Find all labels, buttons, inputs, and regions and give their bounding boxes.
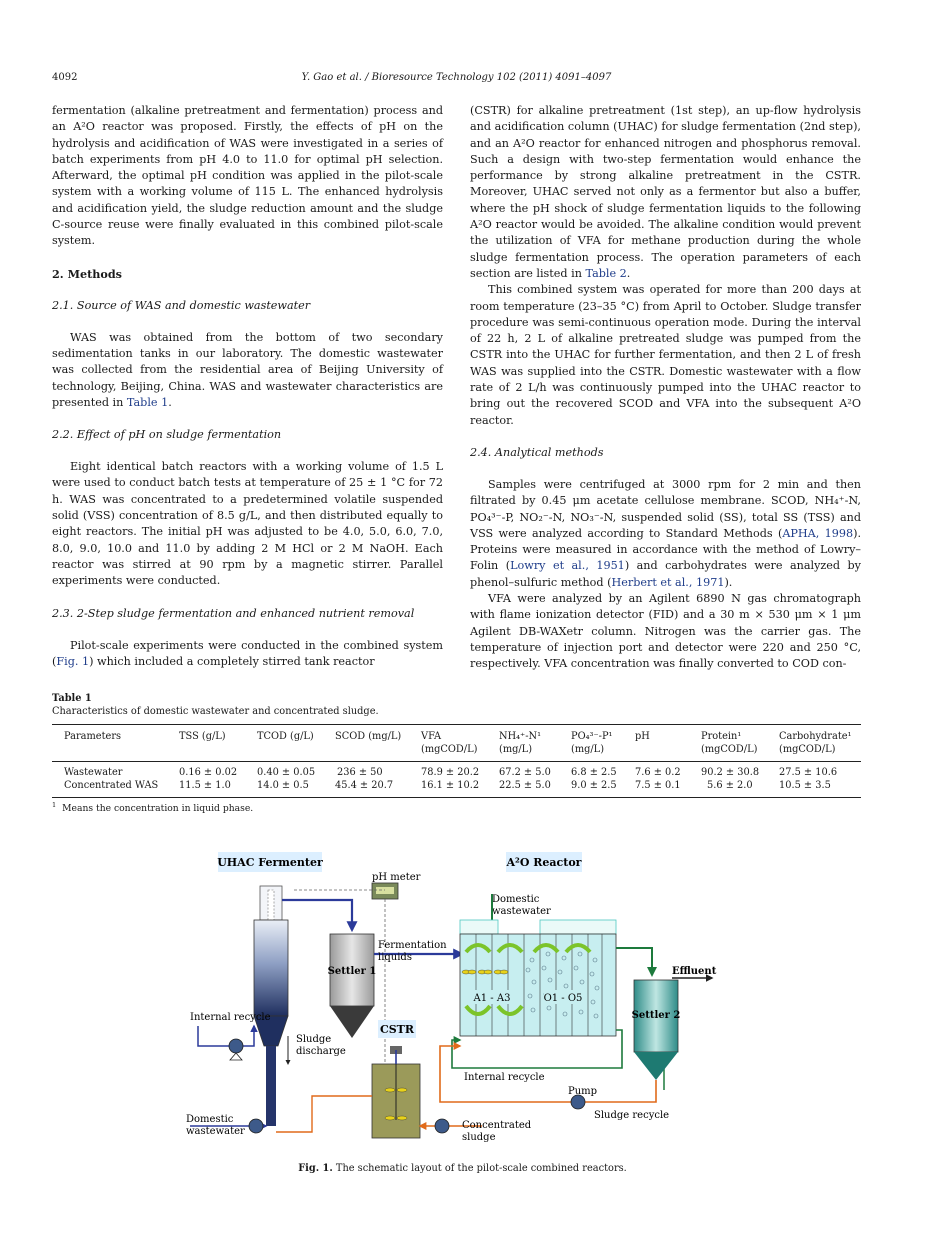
- table-cell: Concentrated WAS: [64, 780, 159, 791]
- running-head: Y. Gao et al. / Bioresource Technology 102 (2011) 4091–4097: [301, 72, 612, 83]
- table-cell: 6.8 ± 2.5: [571, 767, 617, 778]
- table-cell: 16.1 ± 10.2: [421, 780, 480, 791]
- pump-label: Pump: [568, 1086, 598, 1097]
- subsection-heading-2-4: 2.4. Analytical methods: [470, 445, 604, 459]
- table-cell: 67.2 ± 5.0: [499, 767, 551, 778]
- header-cell: Protein¹: [701, 731, 742, 742]
- header-cell-unit: (mgCOD/L): [421, 744, 478, 755]
- header-cell: PO₄³⁻-P¹: [571, 731, 613, 742]
- header-cell: Carbohydrate¹: [779, 731, 852, 742]
- settler-2-cone: [634, 1052, 678, 1080]
- fermentation-liquids-label-2: liquids: [378, 952, 412, 963]
- uhac-inner-tube: [268, 890, 274, 920]
- ph-meter-label: pH meter: [372, 872, 421, 883]
- header-cell-unit: (mgCOD/L): [701, 744, 758, 755]
- fermentation-liquids-label-1: Fermentation: [378, 940, 447, 951]
- page-number: 4092: [52, 72, 78, 83]
- apha-ref-link[interactable]: APHA, 1998: [782, 526, 854, 540]
- domestic-ww-top-label-2: wastewater: [492, 906, 551, 917]
- effluent-label: Effluent: [672, 966, 717, 977]
- domestic-ww-top-label-1: Domestic: [492, 894, 540, 905]
- table-footnote: $^1$ Means the concentration in liquid phase.: [52, 800, 254, 814]
- section-heading-methods: 2. Methods: [52, 266, 122, 281]
- table-cell: 11.5 ± 1.0: [179, 780, 231, 791]
- a2o-headspace-anoxic: [460, 920, 498, 934]
- table-cell: 90.2 ± 30.8: [701, 767, 760, 778]
- a2o-title: A²O Reactor: [506, 856, 582, 869]
- table-1: [52, 692, 861, 815]
- intro-paragraph-end: fermentation (alkaline pretreatment and fermentation) process and an A²O reactor was proposed. Firstly, the effects of pH on the hydrolysis and acidification of WAS were investigated in a series of batch experiments from pH 4.0 to 11.0 for optimal pH selection. Afterward, the optimal pH condition was applied in the pilot-scale system with a working volume of 115 L. The enhanced hydrolysis and acidification yield, the sludge reduction amount and the sludge C-source reuse were finally evaluated in this combined pilot-scale system.: [52, 104, 443, 248]
- table-cell: 0.40 ± 0.05: [257, 767, 316, 778]
- concentrated-sludge-label-2: sludge: [462, 1132, 496, 1143]
- paragraph-2-3: Pilot-scale experiments were conducted in the combined system (Fig. 1) which included a completely stirred tank reactor: [52, 638, 443, 668]
- table-cell: 5.6 ± 2.0: [707, 780, 753, 791]
- cstr-to-uhac-flow: [276, 1096, 372, 1132]
- pump-stand-icon: [230, 1053, 242, 1060]
- sludge-discharge-label-2: discharge: [296, 1046, 346, 1057]
- o1-o5-label: O1 - O5: [543, 993, 583, 1004]
- header-cell-unit: (mg/L): [571, 744, 605, 755]
- figure-caption: Fig. 1. The schematic layout of the pilot-scale combined reactors.: [298, 1163, 627, 1174]
- paragraph-2-1: WAS was obtained from the bottom of two secondary sedimentation tanks in our laboratory. The domestic wastewater was collected from the residential area of Beijing University of technology, Beijing, China. WAS and wastewater characteristics are presented in Table 1.: [52, 330, 443, 409]
- subsection-heading-2-1: 2.1. Source of WAS and domestic wastewater: [52, 298, 311, 312]
- header-cell: VFA: [421, 731, 442, 742]
- settler-2-label: Settler 2: [631, 1010, 681, 1021]
- a1-a3-label: A1 - A3: [473, 993, 511, 1004]
- header-cell: pH: [635, 731, 650, 742]
- table-cell: 0.16 ± 0.02: [179, 767, 238, 778]
- uhac-title: UHAC Fermenter: [217, 856, 323, 869]
- sludge-recycle-pump-icon: [571, 1095, 585, 1109]
- header-cell: SCOD (mg/L): [335, 731, 402, 742]
- herbert-ref-link[interactable]: Herbert et al., 1971: [611, 575, 725, 589]
- table-cell: 78.9 ± 20.2: [421, 767, 480, 778]
- uhac-column: [254, 920, 288, 1016]
- table-caption: Characteristics of domestic wastewater and concentrated sludge.: [52, 706, 379, 717]
- settler-1-label: Settler 1: [327, 966, 377, 977]
- table-cell: 22.5 ± 5.0: [499, 780, 551, 791]
- a2o-to-settler2-flow: [616, 948, 652, 975]
- internal-recycle-left-flow: [198, 1026, 254, 1046]
- reactor-schematic: [182, 850, 747, 1150]
- domestic-ww-pump-icon: [249, 1119, 263, 1133]
- table-cell: 7.5 ± 0.1: [635, 780, 681, 791]
- sludge-recycle-label: Sludge recycle: [594, 1110, 670, 1121]
- right-column: [470, 103, 861, 673]
- domestic-ww-bottom-label-2: wastewater: [186, 1126, 245, 1137]
- paragraph-2-3-cont: (CSTR) for alkaline pretreatment (1st step), an up-flow hydrolysis and acidification column (UHAC) for sludge fermentation (2nd step), and an A²O reactor for enhanced nitrogen and phosphorus removal. Such a design with two-step fermentation would enhance the performance by strong alkaline pretreatment in the CSTR. Moreover, UHAC served not only as a fermentor but also a buffer, where the pH shock of sludge fermentation liquids to the following A²O reactor would be avoided. The alkaline condition would prevent the utilization of VFA for methane production during the whole sludge fermentation process. The operation parameters of each section are listed in Table 2.: [470, 104, 861, 280]
- figure-caption-label: Fig. 1.: [298, 1163, 333, 1174]
- paragraph-2-4: Samples were centrifuged at 3000 rpm for 2 min and then filtrated by 0.45 μm acetate cellulose membrane. SCOD, NH₄⁺-N, PO₄³⁻-P, NO₂⁻-N, NO₃⁻-N, suspended solid (SS), total SS (TSS) and VSS were analyzed according to Standard Methods (APHA, 1998). Proteins were measured in accordance with the method of Lowry–Folin (Lowry et al., 1951) and carbohydrates were analyzed by phenol–sulfuric method (Herbert et al., 1971).: [470, 477, 862, 589]
- paragraph-2-2: Eight identical batch reactors with a working volume of 1.5 L were used to conduct batch tests at temperature of 25 ± 1 °C for 72 h. WAS was concentrated to a predetermined volatile suspended solid (VSS) concentration of 8.5 g/L, and then distributed equally to eight reactors. The initial pH was adjusted to be 4.0, 5.0, 6.0, 7.0, 8.0, 9.0, 10.0 and 11.0 by adding 2 M HCl or 2 M NaOH. Each reactor was stirred at 90 rpm by a magnetic stirrer. Parallel experiments were conducted.: [52, 460, 443, 588]
- settler-1-cone: [330, 1006, 374, 1038]
- domestic-ww-bottom-label-1: Domestic: [186, 1114, 234, 1125]
- table-cell: 9.0 ± 2.5: [571, 780, 617, 791]
- table-cell: 7.6 ± 0.2: [635, 767, 681, 778]
- uhac-to-settler-flow: [282, 900, 352, 930]
- fig1-link[interactable]: Fig. 1: [56, 654, 90, 668]
- table-cell: 27.5 ± 10.6: [779, 767, 838, 778]
- internal-recycle-left-label: Internal recycle: [190, 1012, 271, 1023]
- concentrated-sludge-pump-icon: [435, 1119, 449, 1133]
- header-cell: TSS (g/L): [179, 731, 226, 742]
- header-cell: Parameters: [64, 731, 122, 742]
- table-cell: 10.5 ± 3.5: [779, 780, 831, 791]
- header-cell-unit: (mgCOD/L): [779, 744, 836, 755]
- paragraph-vfa: VFA were analyzed by an Agilent 6890 N gas chromatograph with flame ionization detector (FID) and a 30 m × 530 μm × 1 μm Agilent DB-WAXetr column. Nitrogen was the carrier gas. The temperature of injection port and detector were 220 and 250 °C, respectively. VFA concentration was finally converted to COD con-: [470, 592, 861, 671]
- table-header-rule: [52, 761, 861, 762]
- table-label: Table 1: [52, 693, 92, 704]
- concentrated-sludge-label-1: Concentrated: [462, 1120, 532, 1131]
- internal-recycle-pump-icon: [229, 1039, 243, 1053]
- table2-link[interactable]: Table 2: [585, 266, 627, 280]
- paragraph-operation: This combined system was operated for more than 200 days at room temperature (23–35 °C) from April to October. Sludge transfer procedure was semi-continuous operation mode. During the interval of 22 h, 2 L of alkaline pretreated sludge was pumped from the CSTR into the UHAC for further fermentation, and then 2 L of fresh WAS was supplied into the CSTR. Domestic wastewater with a flow rate of 2 L/h was continuously pumped into the UHAC reactor to bring out the recovered SCOD and VFA into the subsequent A²O reactor.: [470, 283, 861, 427]
- table-cell: Wastewater: [64, 767, 123, 778]
- table-body: [52, 724, 861, 798]
- sludge-discharge-label-1: Sludge: [296, 1034, 332, 1045]
- left-column: [52, 103, 443, 670]
- subsection-heading-2-2: 2.2. Effect of pH on sludge fermentation: [52, 428, 282, 442]
- subsection-heading-2-3: 2.3. 2-Step sludge fermentation and enhanced nutrient removal: [52, 606, 415, 620]
- table-cell: 236 ± 50: [337, 767, 383, 778]
- table-cell: 45.4 ± 20.7: [335, 780, 394, 791]
- footnote-mark: 1: [52, 800, 57, 809]
- a2o-headspace-aerobic: [540, 920, 616, 934]
- page-header: [52, 71, 861, 85]
- cstr-label: CSTR: [379, 1023, 415, 1036]
- lowry-ref-link[interactable]: Lowry et al., 1951: [510, 559, 625, 573]
- table-cell: 14.0 ± 0.5: [257, 780, 309, 791]
- header-cell: TCOD (g/L): [257, 731, 314, 742]
- ph-meter-display: [376, 887, 394, 894]
- header-cell-unit: (mg/L): [499, 744, 533, 755]
- a2o-stirrers: [462, 970, 508, 974]
- table1-link[interactable]: Table 1: [126, 395, 169, 409]
- uhac-stem: [266, 1046, 276, 1126]
- internal-recycle-bottom-label: Internal recycle: [464, 1072, 545, 1083]
- header-cell: NH₄⁺-N¹: [499, 731, 542, 742]
